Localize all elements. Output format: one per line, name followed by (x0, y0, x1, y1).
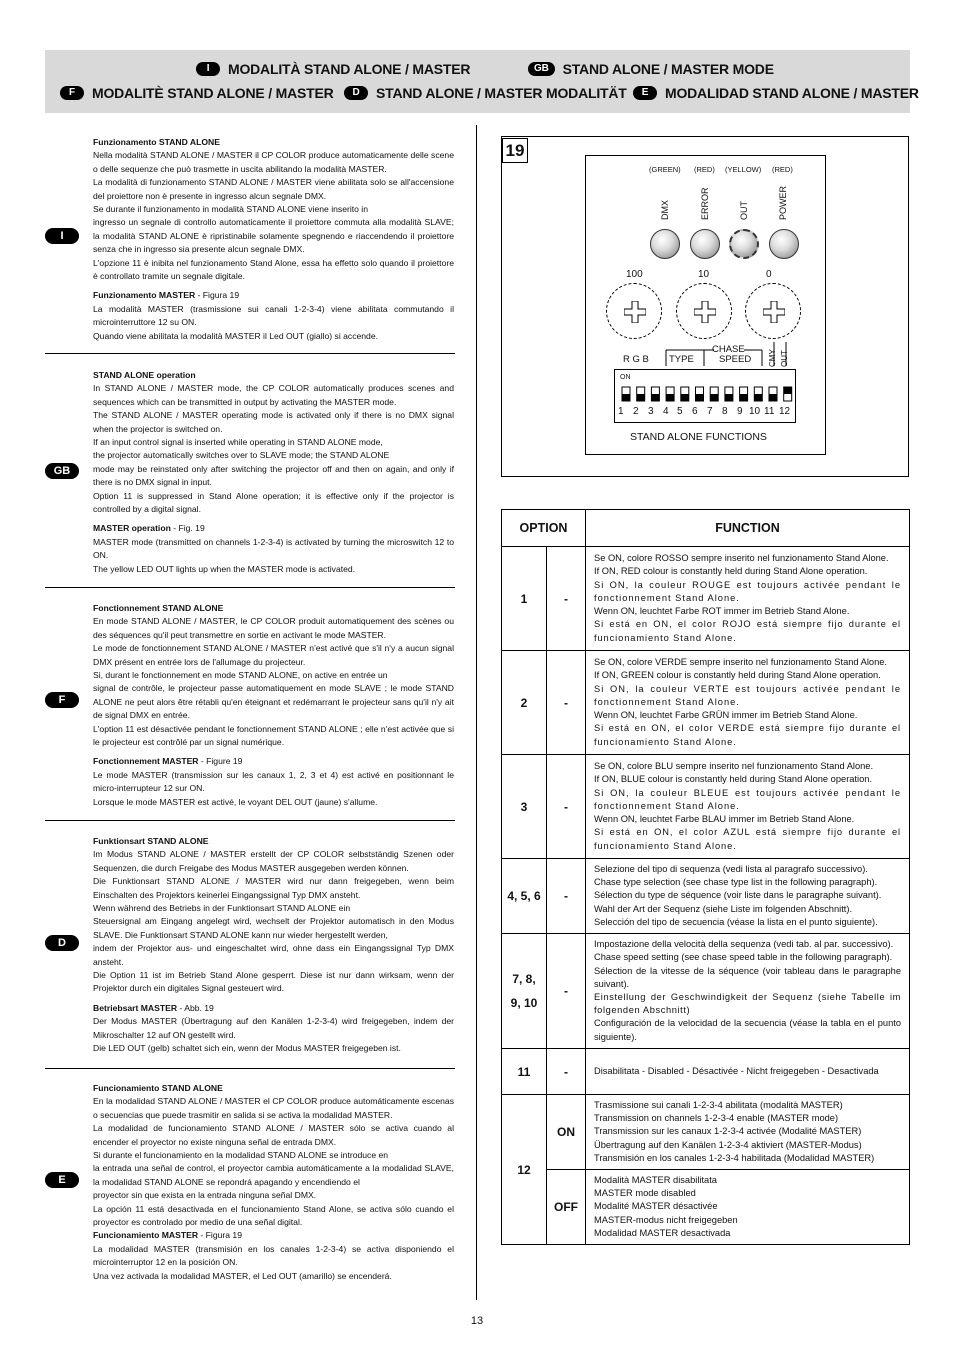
dip-lever-6 (696, 394, 704, 401)
column-divider (476, 125, 477, 1300)
subheading-title: Funzionamento MASTER (93, 290, 196, 301)
table-row (502, 755, 910, 859)
table-header-row (502, 510, 910, 547)
paragraph: La modalità di funzionamento STAND ALONE / MASTER viene abilitata solo se all'accensione del proiettore non è presente in ingresso alcun segnale DMX. (93, 177, 454, 201)
lang-badge-de: D (45, 935, 79, 951)
figure-ref: - Abb. 19 (177, 1002, 214, 1013)
header-title-es (633, 85, 919, 101)
desc-line: Se ON, colore ROSSO sempre inserito nel funzionamento Stand Alone. (594, 553, 889, 564)
option-description (586, 755, 910, 859)
option-number: 1 (502, 547, 547, 651)
header-title-text: STAND ALONE / MASTER MODALITÄT (376, 85, 627, 101)
dial-label: 10 (698, 269, 710, 280)
desc-line: Modalité MASTER désactivée (594, 1201, 718, 1212)
paragraph: Nella modalità STAND ALONE / MASTER il CP COLOR produce automaticamente delle scene o delle sequenze che può trasmette in uscita abilitando la modalità MASTER. (93, 150, 454, 174)
header-title-it (196, 61, 470, 77)
section-heading: Funzionamento STAND ALONE (93, 137, 220, 147)
section-separator (45, 353, 455, 354)
option-description (586, 1049, 910, 1095)
dip-number: 9 (737, 406, 743, 417)
options-table (501, 509, 910, 1245)
rotary-switch-tens-icon (676, 283, 732, 339)
table-row (502, 859, 910, 934)
subheading-title: Funcionamiento MASTER (93, 1230, 199, 1241)
section-separator (45, 587, 455, 588)
subheading (93, 755, 454, 768)
figure-ref: - Fig. 19 (170, 523, 205, 534)
led-power-icon (769, 229, 799, 259)
figure-ref: - Figura 19 (195, 290, 240, 301)
dip-number: 7 (707, 406, 713, 417)
section-it (93, 136, 454, 343)
paragraph: La modalidad MASTER (transmisión en los canales 1-2-3-4) se activa disponiendo el microinterruptor 12 en la posición ON. (93, 1243, 454, 1268)
section-gb (93, 369, 454, 576)
desc-line: Transmission on channels 1-2-3-4 enable (MASTER mode) (594, 1113, 839, 1124)
led-label-out: OUT (739, 201, 749, 220)
dip-switches (614, 385, 796, 405)
option-number: 11 (502, 1049, 547, 1095)
section-heading: STAND ALONE operation (93, 370, 196, 380)
paragraph: En mode STAND ALONE / MASTER, le CP COLOR produit automatiquement des scènes ou des séquences qu'il peut transmettre en sortie en activant le mode MASTER. (93, 616, 454, 640)
dip-lever-8 (725, 394, 733, 401)
option-state: ON (547, 1095, 586, 1170)
dial-label: 0 (766, 269, 772, 280)
section-heading: Fonctionnement STAND ALONE (93, 603, 224, 613)
dip-number: 1 (618, 406, 624, 417)
option-number: 4, 5, 6 (502, 859, 547, 934)
desc-line: Si ON, la couleur BLEUE est toujours activée pendant le fonctionnement Stand Alone. (594, 787, 901, 811)
paragraph: Si durante el funcionamiento en la modalidad STAND ALONE se introduce en (93, 1150, 389, 1161)
paragraph: Wenn während des Betriebs in der Funktionsart STAND ALONE ein (93, 903, 351, 914)
subheading-title: Fonctionnement MASTER (93, 756, 199, 767)
desc-line: Si está en ON, el color AZUL está siempre fijo durante el funcionamiento Stand Alone. (594, 827, 901, 851)
dip-number: 3 (648, 406, 654, 417)
lang-badge: D (344, 86, 368, 100)
option-number: 2 (502, 651, 547, 755)
paragraph: If an input control signal is inserted while operating in STAND ALONE mode, (93, 437, 383, 448)
dip-numbers (614, 406, 796, 418)
led-color-label: (RED) (772, 165, 793, 174)
desc-line: Se ON, colore VERDE sempre inserito nel funzionamento Stand Alone. (594, 657, 888, 668)
desc-line: Transmission sur les canaux 1-2-3-4 activée (Modalité MASTER) (594, 1126, 862, 1137)
desc-line: Sélection de la vitesse de la séquence (voir tableau dans le paragraphe suivant). (594, 965, 901, 989)
figure-caption: STAND ALONE FUNCTIONS (630, 431, 767, 443)
header-title-gb (528, 61, 774, 77)
desc-line: Chase speed setting (see chase speed table in the following paragraph). (594, 952, 893, 963)
header-title-text: MODALIDAD STAND ALONE / MASTER (665, 85, 919, 101)
dip-lever-2 (637, 394, 645, 401)
header-title-fr (60, 85, 334, 101)
paragraph: L'opzione 11 è inibita nel funzionamento Stand Alone, essa ha effetto solo quando il proiettore è controllato tramite un segnale digitale. (93, 257, 454, 282)
section-separator (45, 1068, 455, 1069)
desc-line: Einstellung der Geschwindigkeit der Sequenz (siehe Tabelle im folgenden Abschnitt) (594, 992, 901, 1016)
page-number: 13 (470, 1315, 484, 1327)
option-state: - (547, 547, 586, 651)
paragraph: proyector sin que exista en la entrada ninguna señal DMX. (93, 1190, 317, 1201)
paragraph: Die Funktionsart STAND ALONE / MASTER wird nur dann freigegeben, wenn beim Einschalten des Projektors keinerlei Eingangssignal Typ DMX ansteht. (93, 876, 454, 900)
paragraph: Se durante il funzionamento in modalità STAND ALONE viene inserito in (93, 204, 368, 215)
option-description (586, 859, 910, 934)
option-number: 12 (502, 1095, 547, 1245)
table-row (502, 934, 910, 1049)
dip-lever-11 (769, 394, 777, 401)
dip-lever-4 (666, 394, 674, 401)
paragraph: mode may be reinstated only after switching the projector off and then on again, and only if there is no DMX signal in input. (93, 463, 454, 488)
dip-number: 10 (749, 406, 761, 417)
speed-label: SPEED (719, 354, 752, 365)
table-row (502, 1170, 910, 1245)
subheading-title: MASTER operation (93, 523, 171, 534)
section-separator (45, 820, 455, 821)
section-heading: Funktionsart STAND ALONE (93, 836, 209, 846)
subheading (93, 522, 454, 535)
paragraph: Im Modus STAND ALONE / MASTER erstellt der CP COLOR selbstständig Szenen oder Sequenzen, die durch Freigabe des Modus MASTER ausgegeben werden können. (93, 849, 454, 873)
desc-line: Configuración de la velocidad de la secuencia (véase la tabla en el punto siguiente). (594, 1018, 901, 1042)
figure-number: 19 (502, 138, 528, 163)
paragraph: Steuersignal am Eingang angelegt wird, wechselt der Projektor automatisch in den Modus SLAVE. Die Funktionsart STAND ALONE kann nur wieder hergestellt werden, (93, 916, 454, 940)
desc-line: If ON, BLUE colour is constantly held during Stand Alone operation. (594, 774, 873, 785)
dip-number: 11 (764, 406, 775, 417)
paragraph: In STAND ALONE / MASTER mode, the CP COLOR automatically produces scenes and sequences which can be transmitted in output by activating the MASTER mode. (93, 383, 454, 407)
desc-line: Se ON, colore BLU sempre inserito nel funzionamento Stand Alone. (594, 761, 874, 772)
option-state: - (547, 651, 586, 755)
section-heading: Funcionamiento STAND ALONE (93, 1083, 223, 1093)
paragraph: Der Modus MASTER (Übertragung auf den Kanälen 1-2-3-4) wird freigegeben, indem der Mikroschalter 12 auf ON gestellt wird. (93, 1016, 454, 1040)
lang-badge: E (633, 86, 657, 100)
paragraph: MASTER mode (transmitted on channels 1-2-3-4) is activated by turning the microswitch 12 to ON. (93, 536, 454, 561)
option-state: - (547, 934, 586, 1049)
paragraph: la entrada una señal de control, el proyector cambia automáticamente a la modalidad SLAVE, la modalidad STAND ALONE se repondrá apagando y encendiendo el (93, 1163, 454, 1187)
led-label-dmx: DMX (660, 200, 670, 220)
desc-line: Si está en ON, el color ROJO está siempre fijo durante el funcionamiento Stand Alone. (594, 619, 901, 643)
option-state: OFF (547, 1170, 586, 1245)
option-state: - (547, 1049, 586, 1095)
subheading (93, 1229, 454, 1242)
paragraph: La opción 11 está desactivada en el funcionamiento Stand Alone, se activa sólo cuando el proyector es controlado por medio de una señal digital. (93, 1203, 454, 1228)
desc-line: Modalità MASTER disabilitata (594, 1175, 717, 1186)
desc-line: Modalidad MASTER desactivada (594, 1227, 731, 1238)
table-row (502, 1049, 910, 1095)
figure-ref: - Figura 19 (198, 1230, 242, 1241)
desc-line: Si está en ON, el color VERDE está siempre fijo durante el funcionamiento Stand Alone. (594, 723, 901, 747)
desc-line: Wenn ON, leuchtet Farbe ROT immer im Betrieb Stand Alone. (594, 606, 850, 617)
table-row (502, 1095, 910, 1170)
rgb-label: R G B (623, 354, 649, 365)
desc-line: If ON, GREEN colour is constantly held during Stand Alone operation. (594, 670, 881, 681)
desc-line: Selezione del tipo di sequenza (vedi lista al paragrafo successivo). (594, 864, 868, 874)
rotary-switch-hundreds-icon (606, 283, 662, 339)
dip-lever-3 (651, 394, 659, 401)
lang-badge: F (60, 86, 84, 100)
lang-badge-it: I (45, 228, 79, 244)
table-row (502, 651, 910, 755)
option-description (586, 651, 910, 755)
section-de (93, 835, 454, 1056)
dip-number: 5 (677, 406, 683, 417)
paragraph: L'option 11 est désactivée pendant le fonctionnement STAND ALONE ; elle n'est activée que si le projecteur est contrôlé par un signal numérique. (93, 723, 454, 748)
paragraph: La modalidad de funcionamiento STAND ALONE / MASTER sólo se activa cuando al encender el proyector no existe ninguna señal de entrada DMX. (93, 1123, 454, 1147)
dip-on-label: ON (620, 374, 631, 381)
lang-badge-gb: GB (45, 463, 79, 479)
paragraph: La modalità MASTER (trasmissione sui canali 1-2-3-4) viene abilitata commutando il microinterruttore 12 su ON. (93, 303, 454, 328)
desc-line: Übertragung auf den Kanälen 1-2-3-4 aktiviert (MASTER-Modus) (594, 1139, 862, 1150)
paragraph: indem der Projektor aus- und eingeschaltet wird, ohne dass ein Eingangssignal Typ DMX ansteht. (93, 943, 454, 967)
dip-lever-7 (710, 394, 718, 401)
header-title-de (344, 85, 627, 101)
desc-line: MASTER-modus nicht freigegeben (594, 1214, 738, 1225)
section-es (93, 1082, 454, 1283)
header-title-text: MODALITÈ STAND ALONE / MASTER (92, 85, 334, 101)
figure-ref: - Figure 19 (198, 756, 243, 767)
type-label: TYPE (669, 354, 694, 365)
dip-number: 8 (722, 406, 728, 417)
led-color-label: (RED) (694, 165, 715, 174)
desc-line: Transmisión en los canales 1-2-3-4 habilitada (Modalidad MASTER) (594, 1152, 875, 1163)
desc-line: Sélection du type de séquence (voir liste dans le paragraphe suivant). (594, 890, 882, 901)
option-description (586, 1095, 910, 1170)
desc-line: Selección del tipo de secuencia (véase la lista en el punto siguiente). (594, 916, 878, 927)
paragraph: Si, durant le fonctionnement en mode STAND ALONE, on active en entrée un (93, 670, 388, 681)
header-title-text: STAND ALONE / MASTER MODE (562, 61, 774, 77)
subheading (93, 1002, 454, 1015)
cmy-label: CMY (768, 349, 777, 367)
option-state: - (547, 755, 586, 859)
desc-line: Wenn ON, leuchtet Farbe BLAU immer im Betrieb Stand Alone. (594, 814, 855, 825)
led-out-lit-icon (729, 229, 759, 259)
header-bar (45, 50, 910, 113)
dip-lever-5 (681, 394, 689, 401)
desc-line: Si ON, la couleur ROUGE est toujours activée pendant le fonctionnement Stand Alone. (594, 579, 901, 603)
option-number: 3 (502, 755, 547, 859)
paragraph: Die Option 11 ist im Betrieb Stand Alone gesperrt. Diese ist nur dann wirksam, wenn der Projektor durch ein digitales Signal gesteuert wird. (93, 970, 454, 994)
dip-lever-1 (622, 394, 630, 401)
paragraph: Le mode de fonctionnement STAND ALONE / MASTER n'est activé que s'il n'y a aucun signal DMX présent en entrée lors de l'allumage du projecteur. (93, 643, 454, 667)
paragraph: Una vez activada la modalidad MASTER, el Led OUT (amarillo) se encenderá. (93, 1270, 392, 1281)
paragraph: Le mode MASTER (transmission sur les canaux 1, 2, 3 et 4) est activé en positionnant le micro-interrupteur 12 sur ON. (93, 769, 454, 794)
paragraph: signal de contrôle, le projecteur passe automatiquement en mode SLAVE ; le mode STAND ALONE ne peut alors être rétabli qu'en éteignant et redémarrant le projecteur sans qu'il n'y ait de signal DMX en entrée. (93, 683, 454, 721)
led-dmx-icon (650, 229, 680, 259)
chase-label: CHASE (712, 344, 745, 355)
paragraph: Die LED OUT (gelb) schaltet sich ein, wenn der Modus MASTER freigegeben ist. (93, 1043, 401, 1054)
paragraph: Lorsque le mode MASTER est activé, le voyant DEL OUT (jaune) s'allume. (93, 796, 378, 807)
group-brackets (614, 342, 799, 368)
subheading-title: Betriebsart MASTER (93, 1002, 178, 1013)
column-header-function: FUNCTION (586, 510, 910, 547)
rotary-switch-units-icon (745, 283, 801, 339)
desc-line: Disabilitata - Disabled - Désactivée - Nicht freigegeben - Desactivada (594, 1065, 879, 1076)
option-description (586, 934, 910, 1049)
dial-label: 100 (626, 269, 643, 280)
lang-badge-es: E (45, 1172, 79, 1188)
desc-line: MASTER mode disabled (594, 1188, 696, 1199)
dip-number: 12 (779, 406, 791, 417)
out-label: OUT (780, 350, 789, 367)
section-fr (93, 602, 454, 809)
led-error-icon (690, 229, 720, 259)
paragraph: En la modalidad STAND ALONE / MASTER el CP COLOR produce automáticamente escenas o secuencias que puede trasmitir en salida si se activa la modalidad MASTER. (93, 1096, 454, 1120)
dip-number: 4 (663, 406, 669, 417)
subheading (93, 289, 454, 302)
desc-line: Wahl der Art der Sequenz (siehe Liste im folgenden Abschnitt). (594, 903, 853, 914)
option-description (586, 1170, 910, 1245)
desc-line: If ON, RED colour is constantly held during Stand Alone operation. (594, 566, 868, 577)
led-label-error: ERROR (700, 187, 710, 220)
dip-number: 6 (692, 406, 698, 417)
paragraph: The STAND ALONE / MASTER operating mode is activated only if there is no DMX signal when the projector is switched on. (93, 410, 454, 434)
led-color-label: (GREEN) (649, 165, 681, 174)
paragraph: Quando viene abilitata la modalità MASTER il Led OUT (giallo) si accende. (93, 330, 379, 341)
column-header-option: OPTION (502, 510, 586, 547)
paragraph: The yellow LED OUT lights up when the MASTER mode is activated. (93, 563, 356, 574)
paragraph: the projector automatically switches over to SLAVE mode; the STAND ALONE (93, 450, 390, 461)
header-title-text: MODALITÀ STAND ALONE / MASTER (228, 61, 471, 77)
option-number: 7, 8, 9, 10 (502, 934, 547, 1049)
option-state: - (547, 859, 586, 934)
paragraph: ingresso un segnale di controllo automaticamente il proiettore commuta alla modalità SLAVE; la modalità STAND ALONE è ripristinabile solamente spegnendo e riaccendendo il proiettore senza che in ingresso sia presente alcun segnale DMX. (93, 217, 454, 255)
desc-line: Si ON, la couleur VERTE est toujours activée pendant le fonctionnement Stand Alone. (594, 683, 901, 707)
led-label-power: POWER (778, 185, 788, 220)
lang-badge: I (196, 62, 220, 76)
dip-number: 2 (633, 406, 639, 417)
dip-lever-10 (754, 394, 762, 401)
desc-line: Impostazione della velocità della sequenza (vedi tab. al par. successivo). (594, 939, 894, 950)
led-color-label: (YELLOW) (725, 165, 762, 174)
dip-lever-12 (784, 387, 792, 394)
paragraph: Option 11 is suppressed in Stand Alone operation; it is effective only if the projector is controlled by a digital signal. (93, 490, 454, 515)
desc-line: Wenn ON, leuchtet Farbe GRÜN immer im Betrieb Stand Alone. (594, 710, 858, 721)
desc-line: Chase type selection (see chase type list in the following paragraph). (594, 877, 878, 888)
option-description (586, 547, 910, 651)
table-row (502, 547, 910, 651)
dip-lever-9 (740, 394, 748, 401)
lang-badge-fr: F (45, 692, 79, 708)
lang-badge: GB (528, 62, 555, 76)
desc-line: Trasmissione sui canali 1-2-3-4 abilitata (modalità MASTER) (594, 1100, 843, 1111)
